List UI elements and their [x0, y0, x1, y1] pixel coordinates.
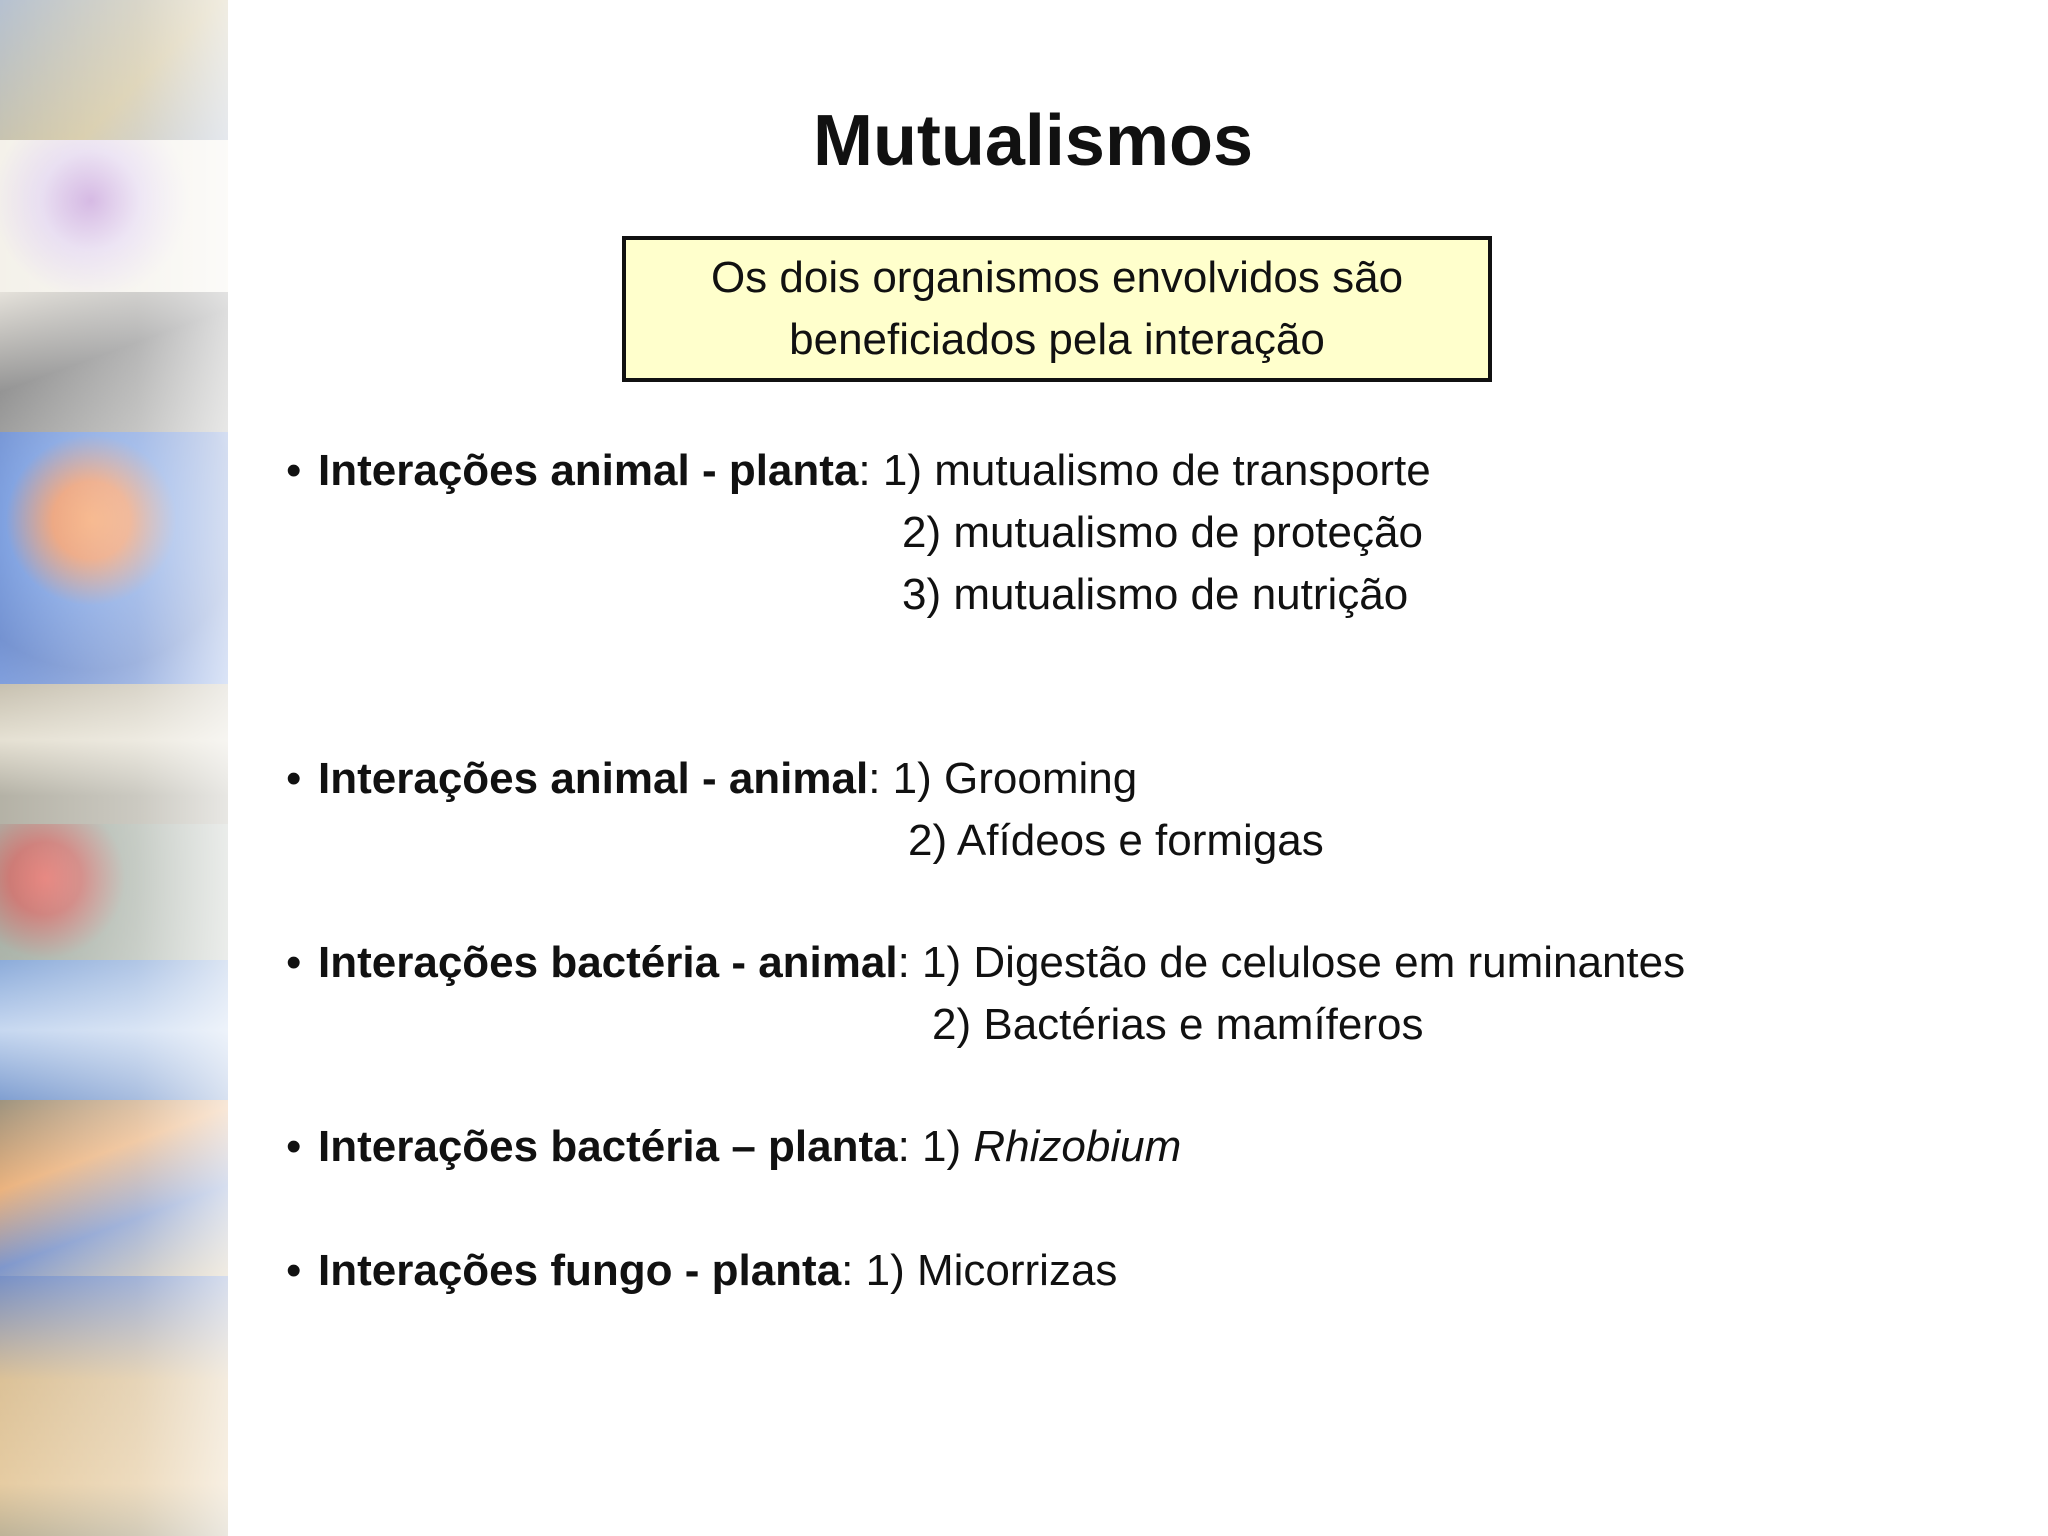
definition-box	[622, 236, 1492, 382]
list-item	[286, 748, 1137, 810]
group-item: 3) mutualismo de nutrição	[902, 570, 1409, 619]
list-item	[286, 440, 1431, 502]
group-label: Interações fungo - planta	[318, 1246, 842, 1295]
group-item: 1) Micorrizas	[865, 1246, 1118, 1295]
list-item	[286, 1116, 1181, 1178]
bullet-icon: •	[286, 1246, 302, 1295]
label-separator: :	[897, 938, 923, 987]
group-item: 2) mutualismo de proteção	[902, 508, 1423, 557]
definition-line-1: Os dois organismos envolvidos são	[710, 253, 1404, 302]
group-item: 2) Afídeos e formigas	[908, 816, 1324, 865]
bullet-icon: •	[286, 938, 302, 987]
group-item: 1) Digestão de celulose em ruminantes	[922, 938, 1686, 987]
label-separator: :	[858, 446, 883, 495]
group-item: 1) mutualismo de transporte	[882, 446, 1431, 495]
label-separator: :	[897, 1122, 923, 1171]
bullet-icon: •	[286, 754, 302, 803]
group-label: Interações bactéria – planta	[318, 1122, 898, 1171]
list-item	[286, 1240, 1117, 1302]
label-separator: :	[868, 754, 893, 803]
group-item-italic: Rhizobium	[973, 1122, 1182, 1171]
label-separator: :	[841, 1246, 866, 1295]
bullet-icon: •	[286, 1122, 302, 1171]
group-item: 1) Grooming	[892, 754, 1138, 803]
page-title: Mutualismos	[812, 101, 1254, 181]
group-label: Interações animal - animal	[318, 754, 869, 803]
definition-line-2: beneficiados pela interação	[789, 315, 1325, 364]
group-label: Interações animal - planta	[318, 446, 859, 495]
group-item: 2) Bactérias e mamíferos	[932, 1000, 1424, 1049]
list-item	[286, 932, 1685, 994]
bullet-icon: •	[286, 446, 302, 495]
decorative-photo-strip	[0, 0, 228, 1536]
group-label: Interações bactéria - animal	[318, 938, 898, 987]
group-item-prefix: 1)	[922, 1122, 974, 1171]
